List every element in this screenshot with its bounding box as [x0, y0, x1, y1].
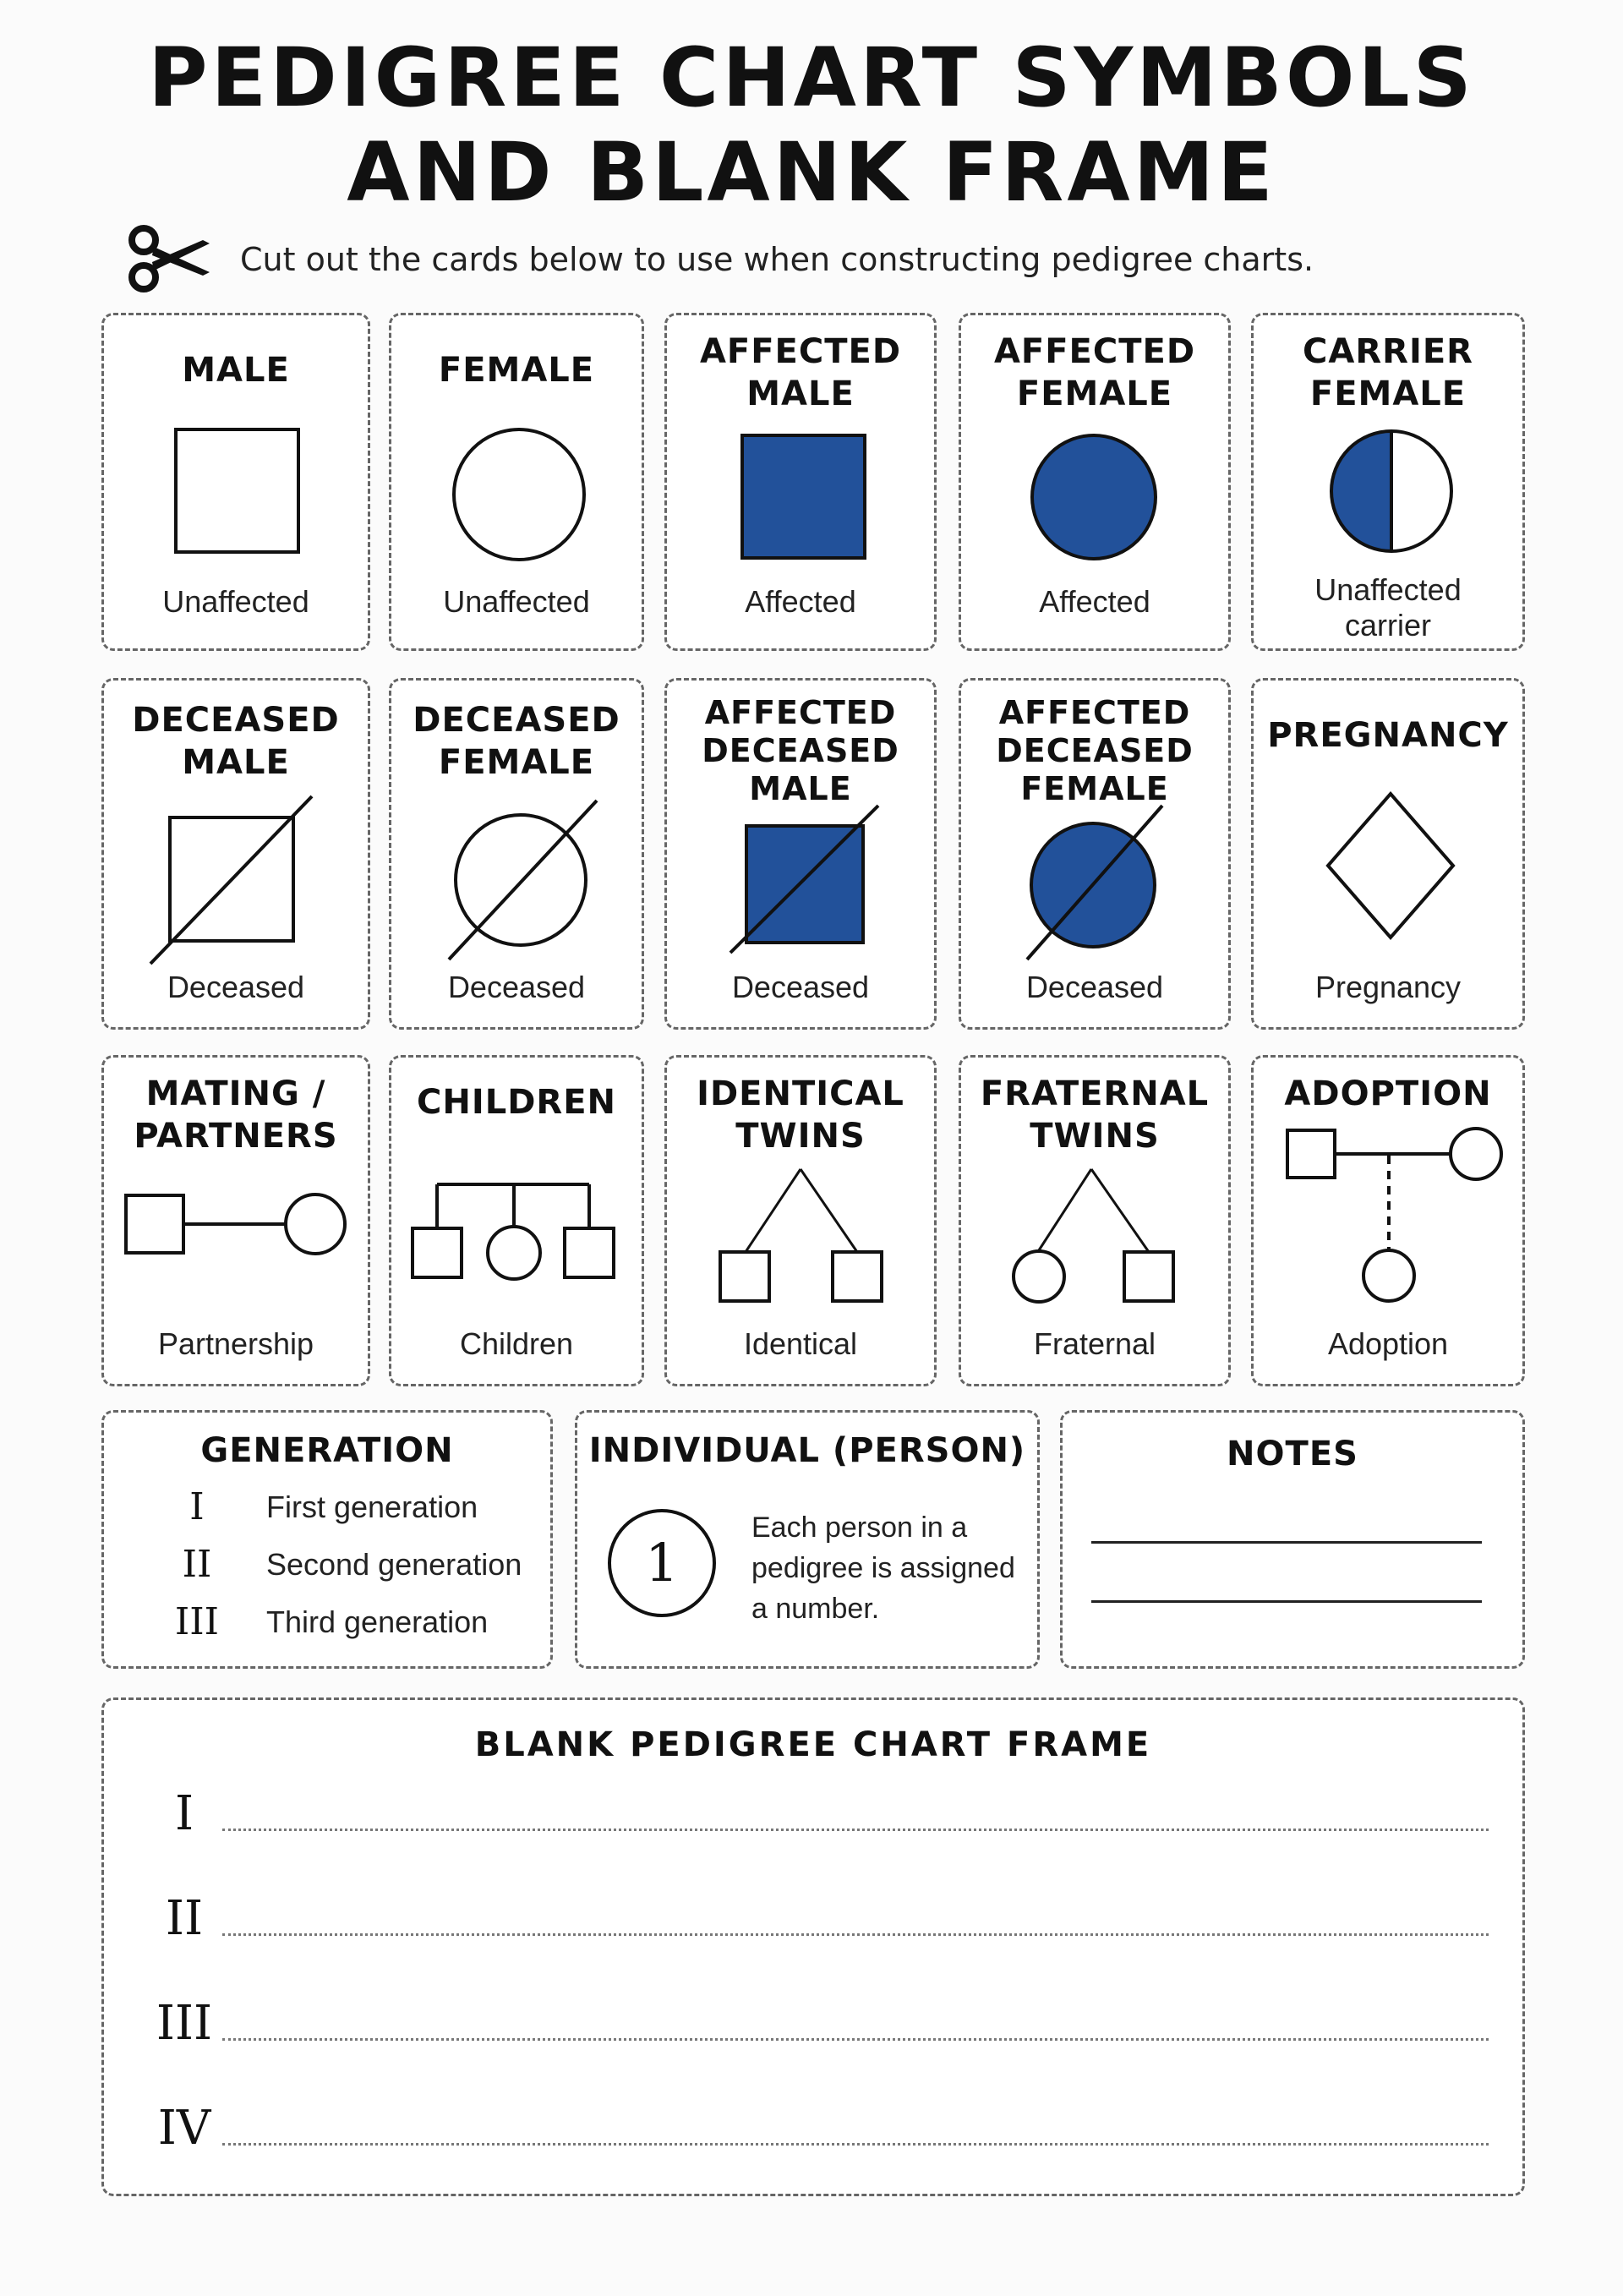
frame-generation-row[interactable] [104, 2099, 1522, 2158]
deceased-female-symbol [449, 801, 597, 959]
card-carrier-female[interactable] [1251, 313, 1525, 651]
identical-twins-symbol [720, 1169, 882, 1301]
card-caption: Affected [745, 584, 856, 619]
card-caption: Adoption [1327, 1326, 1449, 1361]
card-caption: Fraternal [1033, 1326, 1156, 1361]
card-fraternal-twins[interactable] [959, 1055, 1231, 1386]
card-heading: DECEASED FEMALE [413, 701, 620, 782]
card-caption: Deceased [447, 970, 586, 1004]
card-caption: Affected [1039, 584, 1150, 619]
generation-row [104, 1597, 550, 1648]
frame-dotted-line [222, 2038, 1489, 2041]
card-affected-male[interactable] [664, 313, 937, 651]
affected-female-circle-symbol [1032, 435, 1156, 559]
generation-label: Third generation [266, 1604, 489, 1639]
frame-generation-numeral: IV [157, 2101, 211, 2156]
generation-label: First generation [266, 1490, 478, 1524]
page-title-line-1: PEDIGREE CHART SYMBOLS [148, 30, 1475, 125]
generation-label: Second generation [266, 1547, 522, 1582]
pregnancy-diamond-symbol [1328, 794, 1453, 938]
card-caption: Deceased [167, 970, 305, 1004]
card-individual[interactable] [575, 1410, 1040, 1669]
partnership-symbol [126, 1194, 345, 1254]
generation-row [104, 1482, 550, 1533]
card-caption: Pregnancy [1314, 970, 1462, 1004]
deceased-male-symbol [150, 796, 312, 964]
intro-text: Cut out the cards below to use when constructing pedigree charts. [240, 241, 1314, 278]
card-notes[interactable] [1060, 1410, 1525, 1669]
card-identical-twins[interactable] [664, 1055, 937, 1386]
affected-deceased-male-symbol [730, 806, 878, 953]
card-heading: AFFECTED MALE [699, 332, 902, 413]
card-caption: Deceased [1025, 970, 1164, 1004]
card-heading: MATING / PARTNERS [134, 1074, 338, 1156]
frame-generation-row[interactable] [104, 1785, 1522, 1844]
card-heading: PREGNANCY [1267, 716, 1509, 755]
card-heading: CHILDREN [416, 1083, 616, 1122]
blank-pedigree-frame[interactable] [101, 1697, 1525, 2196]
intro-instruction [125, 221, 1314, 298]
card-heading: ADOPTION [1284, 1074, 1492, 1113]
card-caption: Deceased [731, 970, 870, 1004]
card-caption: Unaffected [162, 584, 309, 619]
card-children[interactable] [389, 1055, 644, 1386]
card-caption: Partnership [157, 1326, 314, 1361]
card-heading: FEMALE [438, 351, 595, 390]
card-heading: DECEASED MALE [132, 701, 340, 782]
notes-line[interactable] [1091, 1600, 1482, 1603]
card-deceased-female[interactable] [389, 678, 644, 1030]
frame-generation-numeral: III [156, 1996, 213, 2051]
card-heading: GENERATION [200, 1431, 454, 1470]
card-deceased-male[interactable] [101, 678, 370, 1030]
affected-male-square-symbol [742, 435, 865, 558]
generation-numeral: III [174, 1600, 220, 1643]
page-title-line-2: AND BLANK FRAME [347, 125, 1276, 220]
frame-dotted-line [222, 1933, 1489, 1936]
fraternal-twins-symbol [1014, 1169, 1173, 1302]
frame-heading: BLANK PEDIGREE CHART FRAME [474, 1725, 1152, 1764]
individual-number: 1 [645, 1532, 679, 1594]
card-caption: Children [459, 1326, 574, 1361]
card-heading: CARRIER FEMALE [1303, 332, 1473, 413]
female-circle-symbol [454, 429, 584, 560]
frame-generation-numeral: I [174, 1786, 194, 1841]
card-caption: Identical [743, 1326, 858, 1361]
affected-deceased-female-symbol [1027, 806, 1162, 959]
card-heading: INDIVIDUAL (PERSON) [588, 1431, 1026, 1470]
card-affected-deceased-male[interactable] [664, 678, 937, 1030]
card-caption: Unaffected carrier [1314, 572, 1462, 642]
card-heading: FRATERNAL TWINS [980, 1074, 1210, 1156]
card-affected-female[interactable] [959, 313, 1231, 651]
card-heading: IDENTICAL TWINS [697, 1074, 904, 1156]
carrier-female-half-circle-symbol [1331, 431, 1451, 551]
frame-generation-row[interactable] [104, 1889, 1522, 1949]
card-pregnancy[interactable] [1251, 678, 1525, 1030]
card-affected-deceased-female[interactable] [959, 678, 1231, 1030]
card-male[interactable] [101, 313, 370, 651]
generation-numeral: II [182, 1543, 212, 1586]
card-caption: Unaffected [443, 584, 590, 619]
frame-generation-row[interactable] [104, 1994, 1522, 2053]
frame-dotted-line [222, 1829, 1489, 1831]
scissors-icon [125, 221, 213, 298]
card-heading: AFFECTED DECEASED FEMALE [996, 694, 1194, 807]
frame-dotted-line [222, 2143, 1489, 2146]
card-heading: AFFECTED FEMALE [993, 332, 1196, 413]
notes-line[interactable] [1091, 1541, 1482, 1544]
card-heading: NOTES [1227, 1435, 1358, 1473]
generation-row [104, 1539, 550, 1590]
frame-generation-numeral: II [165, 1891, 204, 1946]
individual-description: Each person in a pedigree is assigned a number. [751, 1512, 1015, 1625]
generation-numeral: I [189, 1485, 205, 1528]
children-symbol [413, 1184, 614, 1279]
card-adoption[interactable] [1251, 1055, 1525, 1386]
card-female[interactable] [389, 313, 644, 651]
card-mating-partners[interactable] [101, 1055, 370, 1386]
adoption-symbol [1287, 1129, 1501, 1301]
card-generation[interactable] [101, 1410, 553, 1669]
card-heading: MALE [182, 351, 290, 390]
card-heading: AFFECTED DECEASED MALE [702, 694, 899, 807]
male-square-symbol [176, 429, 298, 552]
